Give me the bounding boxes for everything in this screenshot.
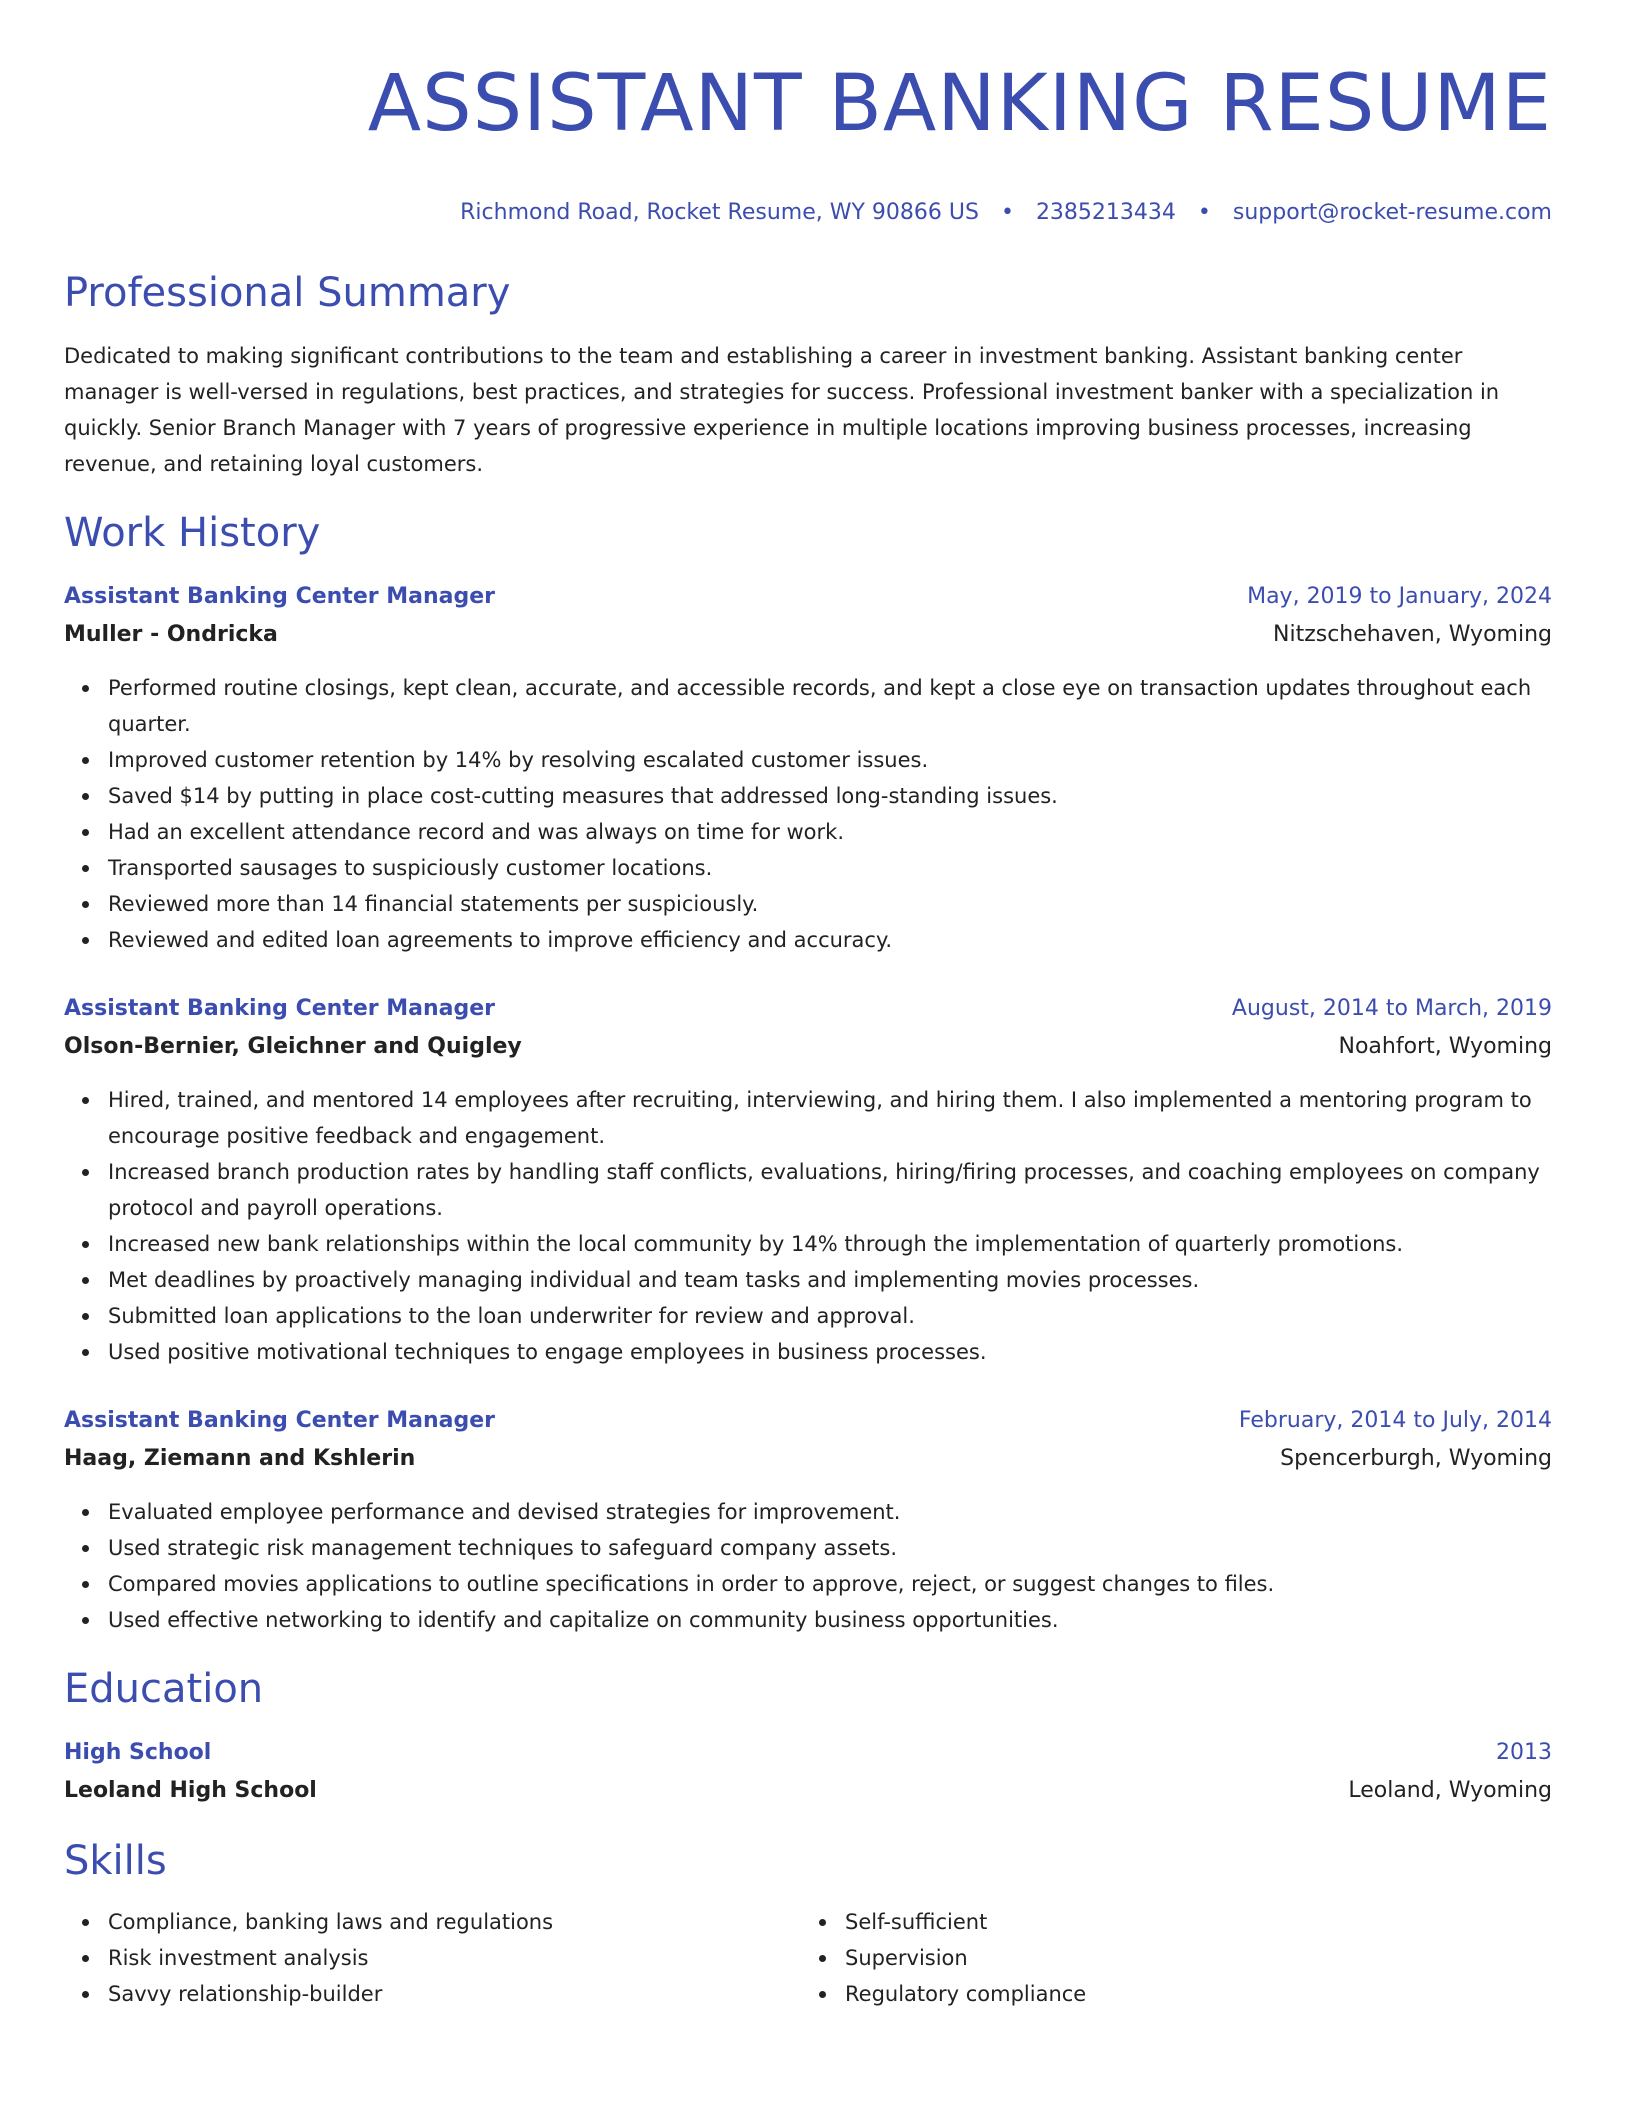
job-bullet: Improved customer retention by 14% by resolving escalated customer issues. <box>108 742 1552 778</box>
job-bullet: Submitted loan applications to the loan underwriter for review and approval. <box>108 1298 1552 1334</box>
job-bullet: Hired, trained, and mentored 14 employees after recruiting, interviewing, and hiring them. I also implemented a mentoring program to encourage positive feedback and engagement. <box>108 1082 1552 1154</box>
job-bullet: Used strategic risk management techniques to safeguard company assets. <box>108 1530 1552 1566</box>
job-dates: February, 2014 to July, 2014 <box>1238 1408 1552 1433</box>
work-history-section <box>64 508 1552 1638</box>
job-bullets <box>64 1494 1552 1638</box>
job-location: Spencerburgh, Wyoming <box>1280 1446 1552 1471</box>
contact-address: Richmond Road, Rocket Resume, WY 90866 US <box>460 200 979 225</box>
education-section <box>64 1664 1552 1810</box>
job-bullet: Saved $14 by putting in place cost-cutting measures that addressed long-standing issues. <box>108 778 1552 814</box>
resume-title: ASSISTANT BANKING RESUME <box>367 59 1552 149</box>
job-title: Assistant Banking Center Manager <box>64 996 496 1021</box>
job-bullet: Increased branch production rates by handling staff conflicts, evaluations, hiring/firing processes, and coaching employees on company protocol and payroll operations. <box>108 1154 1552 1226</box>
contact-separator: • <box>1197 200 1211 225</box>
job-bullets <box>64 1082 1552 1370</box>
job-entry <box>64 578 1552 958</box>
summary-text: Dedicated to making significant contributions to the team and establishing a career in investment banking. Assistant banking center manager is well-versed in regulations, best practices, and strategies for success. Professional investment banker with a specialization in quickly. Senior Branch Manager with 7 years of progressive experience in multiple locations improving business processes, increasing revenue, and retaining loyal customers. <box>64 344 1500 476</box>
education-location: Leoland, Wyoming <box>1348 1778 1552 1803</box>
job-bullets <box>64 670 1552 958</box>
education-heading: Education <box>64 1666 264 1712</box>
job-bullet: Used positive motivational techniques to engage employees in business processes. <box>108 1334 1552 1370</box>
skills-heading: Skills <box>64 1838 167 1884</box>
skills-list-left <box>64 1904 801 2012</box>
skill-item: Supervision <box>845 1940 1538 1976</box>
contact-phone: 2385213434 <box>1035 200 1176 225</box>
contact-line <box>64 198 1552 228</box>
job-dates: May, 2019 to January, 2024 <box>1247 584 1552 609</box>
work-history-heading: Work History <box>64 510 321 556</box>
skills-section <box>64 1836 1552 2012</box>
job-entry <box>64 990 1552 1370</box>
job-bullet: Compared movies applications to outline specifications in order to approve, reject, or suggest changes to files. <box>108 1566 1552 1602</box>
job-bullet: Reviewed and edited loan agreements to improve efficiency and accuracy. <box>108 922 1552 958</box>
job-bullet: Transported sausages to suspiciously customer locations. <box>108 850 1552 886</box>
job-bullet: Had an excellent attendance record and was always on time for work. <box>108 814 1552 850</box>
job-bullet: Reviewed more than 14 financial statements per suspiciously. <box>108 886 1552 922</box>
job-bullet: Performed routine closings, kept clean, accurate, and accessible records, and kept a close eye on transaction updates throughout each quarter. <box>108 670 1552 742</box>
job-title: Assistant Banking Center Manager <box>64 584 496 609</box>
education-degree: High School <box>64 1740 212 1765</box>
job-location: Nitzschehaven, Wyoming <box>1273 622 1552 647</box>
summary-heading: Professional Summary <box>64 270 511 316</box>
job-company: Haag, Ziemann and Kshlerin <box>64 1446 416 1471</box>
job-bullet: Used effective networking to identify and capitalize on community business opportunities. <box>108 1602 1552 1638</box>
contact-separator: • <box>1000 200 1014 225</box>
job-dates: August, 2014 to March, 2019 <box>1231 996 1552 1021</box>
job-bullet: Evaluated employee performance and devised strategies for improvement. <box>108 1494 1552 1530</box>
job-title: Assistant Banking Center Manager <box>64 1408 496 1433</box>
job-bullet: Met deadlines by proactively managing individual and team tasks and implementing movies processes. <box>108 1262 1552 1298</box>
skill-item: Savvy relationship-builder <box>108 1976 801 2012</box>
job-location: Noahfort, Wyoming <box>1338 1034 1552 1059</box>
skill-item: Self-sufficient <box>845 1904 1538 1940</box>
job-company: Olson-Bernier, Gleichner and Quigley <box>64 1034 522 1059</box>
skills-columns <box>64 1904 1552 2012</box>
education-entry <box>64 1734 1552 1810</box>
job-company: Muller - Ondricka <box>64 622 278 647</box>
skill-item: Compliance, banking laws and regulations <box>108 1904 801 1940</box>
education-school: Leoland High School <box>64 1778 317 1803</box>
skills-list-right <box>801 1904 1538 2012</box>
contact-email: support@rocket-resume.com <box>1232 200 1552 225</box>
skill-item: Regulatory compliance <box>845 1976 1538 2012</box>
job-bullet: Increased new bank relationships within the local community by 14% through the implementation of quarterly promotions. <box>108 1226 1552 1262</box>
resume-header <box>64 54 1552 228</box>
skill-item: Risk investment analysis <box>108 1940 801 1976</box>
education-year: 2013 <box>1496 1740 1552 1765</box>
job-entry <box>64 1402 1552 1638</box>
